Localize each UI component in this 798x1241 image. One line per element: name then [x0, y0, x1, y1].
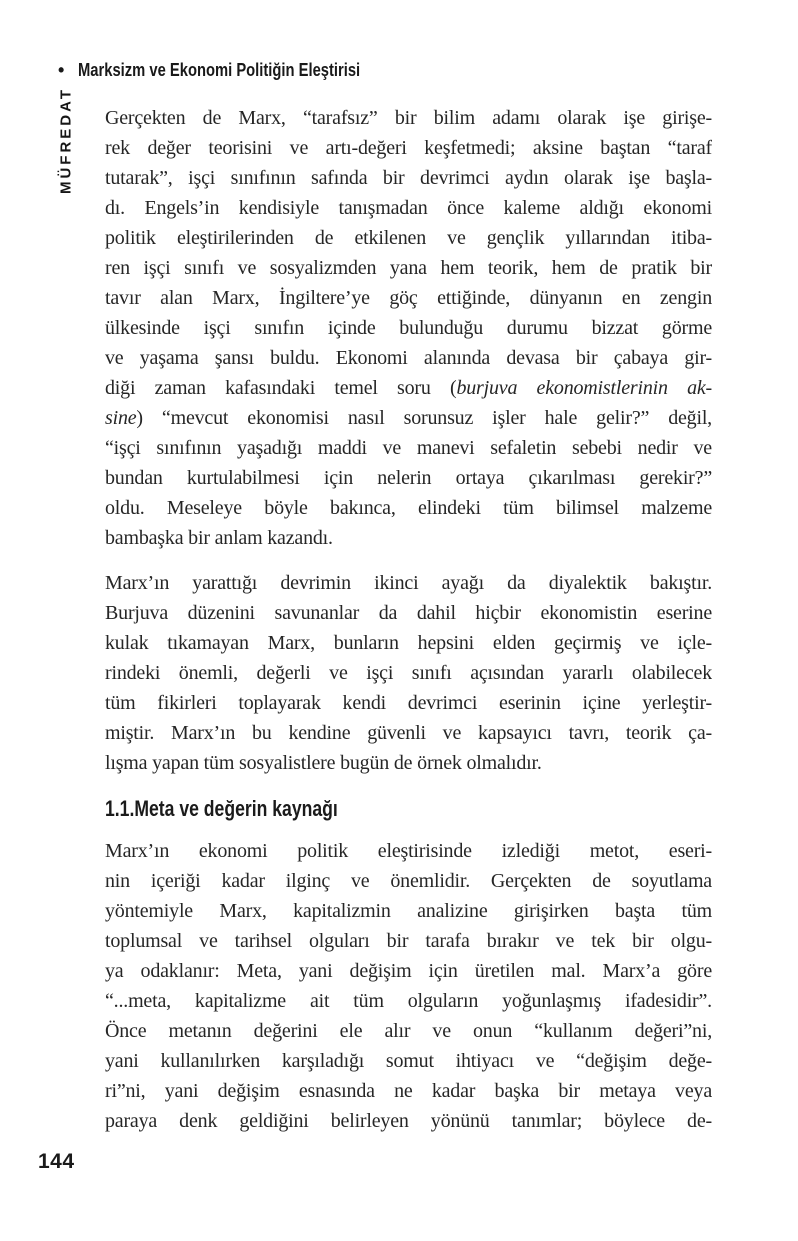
text-line [105, 103, 712, 133]
text-line [105, 598, 712, 628]
text-line [105, 568, 712, 598]
body-text: lışma yapan tüm sosyalistlere bugün de örnek olmalıdır. [105, 752, 542, 774]
body-text: paraya denk geldiğini belirleyen yönünü tanımlar; böylece de- [105, 1110, 712, 1132]
text-line [105, 1046, 712, 1076]
body-text: bambaşka bir anlam kazandı. [105, 527, 333, 549]
bullet-icon: • [58, 59, 65, 80]
section-heading [105, 794, 712, 824]
body-text: kulak tıkamayan Marx, bunların hepsini elden geçirmiş ve içle- [105, 632, 712, 654]
body-text: miştir. Marx’ın bu kendine güvenli ve kapsayıcı tavrı, teorik ça- [105, 722, 712, 744]
body-text: oldu. Meseleye böyle bakınca, elindeki tüm bilimsel malzeme [105, 497, 712, 519]
text-line [105, 1106, 712, 1136]
text-line [105, 493, 712, 523]
body-text: Gerçekten de Marx, “tarafsız” bir bilim adamı olarak işe girişe- [105, 107, 712, 129]
page-number: 144 [38, 1150, 75, 1173]
body-text: Burjuva düzenini savunanlar da dahil hiçbir ekonomistin eserine [105, 602, 712, 624]
text-line [105, 523, 712, 553]
text-line [105, 748, 712, 778]
body-text: yani kullanılırken karşıladığı somut ihtiyacı ve “değişim değe- [105, 1050, 712, 1072]
body-text: politik eleştirilerinden de etkilenen ve gençlik yıllarından itiba- [105, 227, 712, 249]
body-text: bundan kurtulabilmesi için nelerin ortaya çıkarılması gerekir?” [105, 467, 712, 489]
text-line [105, 343, 712, 373]
body-text: yöntemiyle Marx, kapitalizmin analizine girişirken başta tüm [105, 900, 712, 922]
italic-text: sine [105, 407, 137, 429]
body-text: Önce metanın değerini ele alır ve onun “kullanım değeri”ni, [105, 1020, 712, 1042]
text-line [105, 628, 712, 658]
text-line [105, 433, 712, 463]
body-text: “işçi sınıfının yaşadığı maddi ve manevi sefaletin sebebi nedir ve [105, 437, 712, 459]
text-line [105, 463, 712, 493]
body-text: ) “mevcut ekonomisi nasıl sorunsuz işler hale gelir?” değil, [136, 407, 712, 429]
italic-text: burjuva ekonomistlerinin ak- [456, 377, 712, 399]
text-block [105, 103, 712, 1151]
body-text: diği zaman kafasındaki temel soru ( [105, 377, 457, 399]
body-text: rindeki önemli, değerli ve işçi sınıfı açısından yararlı olabilecek [105, 662, 712, 684]
body-text: ren işçi sınıfı ve sosyalizmden yana hem teorik, hem de pratik bir [105, 257, 712, 279]
margin-label-mufredat: MÜFREDAT [57, 86, 75, 195]
body-text: tavır alan Marx, İngiltere’ye göç ettiğinde, dünyanın en zengin [105, 287, 712, 309]
text-line [105, 283, 712, 313]
text-line [105, 133, 712, 163]
body-text: nin içeriği kadar ilginç ve önemlidir. Gerçekten de soyutlama [105, 870, 712, 892]
text-line [105, 373, 712, 403]
text-line [105, 896, 712, 926]
body-text: toplumsal ve tarihsel olguları bir tarafa bırakır ve tek bir olgu- [105, 930, 712, 952]
chapter-title: Marksizm ve Ekonomi Politiğin Eleştirisi [78, 60, 361, 80]
text-line [105, 718, 712, 748]
body-text: Marx’ın yarattığı devrimin ikinci ayağı da diyalektik bakıştır. [105, 572, 712, 594]
text-line [105, 313, 712, 343]
paragraph [105, 103, 712, 553]
body-text: Marx’ın ekonomi politik eleştirisinde izlediği metot, eseri- [105, 840, 712, 862]
text-line [105, 836, 712, 866]
body-text: ri”ni, yani değişim esnasında ne kadar başka bir metaya veya [105, 1080, 712, 1102]
text-line [105, 956, 712, 986]
body-text: tutarak”, işçi sınıfının safında bir devrimci aydın olarak işe başla- [105, 167, 712, 189]
body-text: dı. Engels’in kendisiyle tanışmadan önce kaleme aldığı ekonomi [105, 197, 712, 219]
text-line [105, 1076, 712, 1106]
body-text: tüm fikirleri toplayarak kendi devrimci eserinin içine yerleştir- [105, 692, 712, 714]
body-text: rek değer teorisini ve artı-değeri keşfetmedi; aksine baştan “taraf [105, 137, 712, 159]
body-text: ya odaklanır: Meta, yani değişim için üretilen mal. Marx’a göre [105, 960, 712, 982]
body-text: ve yaşama şansı buldu. Ekonomi alanında devasa bir çabaya gir- [105, 347, 712, 369]
text-line [105, 193, 712, 223]
text-line [105, 223, 712, 253]
section-heading-text: 1.1.Meta ve değerin kaynağı [105, 796, 338, 821]
text-line [105, 253, 712, 283]
body-text: ülkesinde işçi sınıfın içinde bulunduğu durumu bizzat görme [105, 317, 712, 339]
text-line [105, 986, 712, 1016]
text-line [105, 658, 712, 688]
paragraph [105, 568, 712, 778]
text-line [105, 163, 712, 193]
text-line [105, 403, 712, 433]
paragraph [105, 836, 712, 1136]
text-line [105, 688, 712, 718]
body-text: “...meta, kapitalizme ait tüm olguların yoğunlaşmış ifadesidir”. [105, 990, 712, 1012]
text-line [105, 1016, 712, 1046]
text-line [105, 926, 712, 956]
running-header [58, 60, 422, 81]
text-line [105, 866, 712, 896]
